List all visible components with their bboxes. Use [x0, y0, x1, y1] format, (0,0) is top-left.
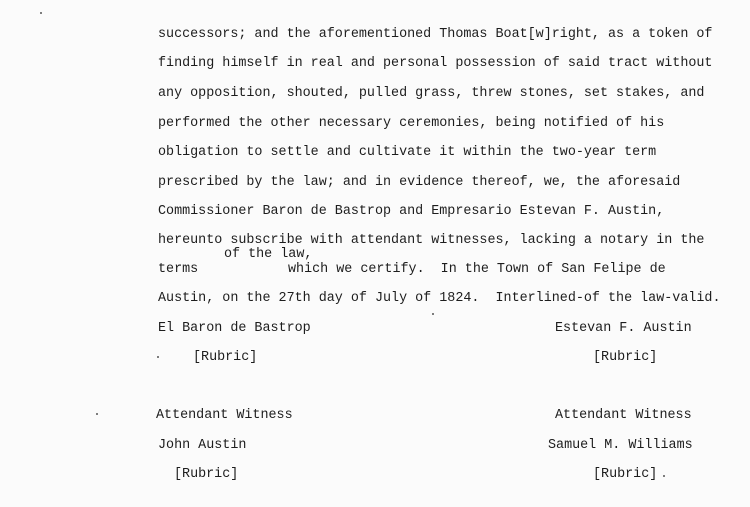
closing-line: Austin, on the 27th day of July of 1824. Interlined-of the law-valid.: [158, 291, 721, 306]
witness-left-label: Attendant Witness: [156, 408, 293, 423]
signatory-right-rubric: [Rubric]: [593, 350, 658, 365]
scan-speck: [40, 12, 42, 14]
terms-line-rest: which we certify. In the Town of San Felipe de: [288, 262, 666, 277]
witness-left-rubric: [Rubric]: [174, 467, 239, 482]
body-line-4: performed the other necessary ceremonies, being notified of his: [158, 116, 665, 131]
scan-speck: [663, 475, 665, 477]
interline-insert: of the law,: [224, 247, 313, 262]
signatory-left-name: El Baron de Bastrop: [158, 321, 311, 336]
witness-right-label: Attendant Witness: [555, 408, 692, 423]
body-line-7: Commissioner Baron de Bastrop and Empresario Estevan F. Austin,: [158, 204, 665, 219]
signatory-right-name: Estevan F. Austin: [555, 321, 692, 336]
body-line-5: obligation to settle and cultivate it within the two-year term: [158, 145, 657, 160]
scan-speck: [96, 413, 98, 415]
signatory-left-rubric: [Rubric]: [193, 350, 258, 365]
body-line-2: finding himself in real and personal possession of said tract without: [158, 56, 713, 71]
scan-speck: [157, 356, 159, 358]
body-line-1: successors; and the aforementioned Thomas Boat[w]right, as a token of: [158, 27, 713, 42]
scan-speck: [432, 313, 434, 315]
witness-right-name: Samuel M. Williams: [548, 438, 693, 453]
witness-right-rubric: [Rubric]: [593, 467, 658, 482]
body-line-6: prescribed by the law; and in evidence thereof, we, the aforesaid: [158, 175, 681, 190]
witness-left-name: John Austin: [158, 438, 247, 453]
body-line-3: any opposition, shouted, pulled grass, threw stones, set stakes, and: [158, 86, 705, 101]
terms-word: terms: [158, 262, 199, 277]
body-line-8: hereunto subscribe with attendant witnesses, lacking a notary in the: [158, 233, 705, 248]
